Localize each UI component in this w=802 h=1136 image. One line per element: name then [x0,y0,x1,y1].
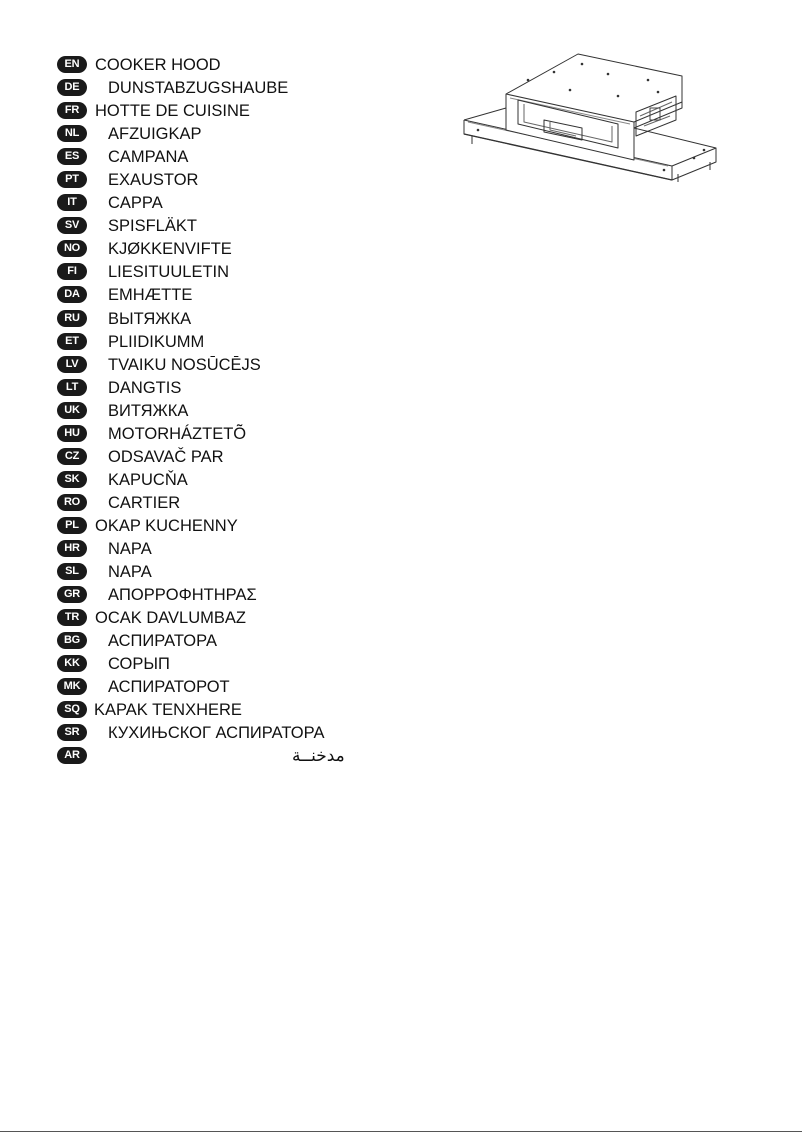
lang-badge: SK [57,471,87,488]
lang-row-uk [57,400,377,423]
lang-badge: KK [57,655,87,672]
lang-name: КУХИЊСКОГ АСПИРАТОРА [108,724,325,743]
lang-row-ru [57,308,377,331]
lang-name: COOKER HOOD [95,56,221,74]
lang-badge: SV [57,217,87,234]
lang-row-et [57,331,377,354]
lang-row-ar [57,745,377,768]
language-list [57,54,377,768]
lang-row-lv [57,354,377,377]
lang-row-fi [57,261,377,284]
lang-name: AFZUIGKAP [108,125,202,144]
lang-badge: NL [57,125,87,142]
lang-row-sq [57,699,377,722]
lang-row-cz [57,446,377,469]
lang-row-en [57,54,377,77]
lang-name: DUNSTABZUGSHAUBE [108,79,289,98]
lang-name: SPISFLÄKT [108,217,197,236]
lang-row-es [57,146,377,169]
lang-row-hr [57,538,377,561]
lang-badge: RO [57,494,87,511]
lang-badge: ES [57,148,87,165]
lang-row-lt [57,377,377,400]
lang-row-sv [57,215,377,238]
lang-name: مدخنــة [292,746,345,767]
lang-row-kk [57,653,377,676]
lang-name: АСПИРАТОРА [108,632,217,651]
lang-name: АСПИРАТОРОТ [108,678,230,697]
lang-row-sr [57,722,377,745]
lang-badge: PL [57,517,87,534]
lang-name: OCAK DAVLUMBAZ [95,609,246,628]
lang-badge: AR [57,747,87,764]
lang-badge: EN [57,56,87,73]
lang-row-pt [57,169,377,192]
lang-name: OKAP KUCHENNY [95,516,238,535]
lang-name: MOTORHÁZTETÕ [108,424,247,443]
lang-badge: MK [57,678,87,695]
lang-badge: GR [57,586,87,603]
lang-badge: SQ [57,701,87,718]
lang-row-da [57,284,377,307]
lang-row-mk [57,676,377,699]
lang-name: LIESITUULETIN [108,263,230,282]
lang-row-pl [57,515,377,538]
lang-badge: ET [57,333,87,350]
page-bottom-rule [0,1131,802,1132]
lang-name: CARTIER [108,493,181,512]
lang-name: KAPAK TENXHERE [94,701,242,720]
lang-name: СОРЫП [108,655,170,674]
lang-name: CAPPA [108,194,163,213]
lang-badge: HU [57,425,87,442]
lang-name: TVAIKU NOSŪCĒJS [108,355,261,374]
lang-row-sl [57,561,377,584]
lang-row-nl [57,123,377,146]
lang-row-fr [57,100,377,123]
lang-name: ODSAVAČ PAR [108,447,224,466]
lang-badge: SL [57,563,87,580]
lang-name: ΑΠΟΡΡΟΦΗΤΗΡΑΣ [108,586,257,605]
lang-badge: FR [57,102,87,119]
lang-name: DANGTIS [108,378,182,397]
lang-name: EMHÆTTE [108,286,193,305]
lang-name: ВИТЯЖКА [108,401,189,420]
lang-name: EXAUSTOR [108,171,199,190]
lang-name: KJØKKENVIFTE [108,240,232,259]
lang-name: CAMPANA [108,148,189,167]
lang-badge: CZ [57,448,87,465]
lang-badge: RU [57,310,87,327]
lang-row-de [57,77,377,100]
lang-badge: HR [57,540,87,557]
lang-row-tr [57,607,377,630]
lang-badge: PT [57,171,87,188]
lang-badge: LV [57,356,87,373]
lang-badge: UK [57,402,87,419]
lang-row-it [57,192,377,215]
lang-badge: BG [57,632,87,649]
lang-badge: DA [57,286,87,303]
lang-badge: SR [57,724,87,741]
cooker-hood-illustration [458,50,720,190]
lang-name: NAPA [108,539,152,558]
lang-name: ВЫТЯЖКА [108,309,192,328]
lang-badge: TR [57,609,87,626]
lang-name: PLIIDIKUMM [108,332,205,351]
lang-name: KAPUCŇA [108,470,188,489]
lang-name: HOTTE DE CUISINE [95,102,250,121]
lang-row-sk [57,469,377,492]
lang-row-hu [57,423,377,446]
lang-badge: FI [57,263,87,280]
lang-row-bg [57,630,377,653]
lang-row-ro [57,492,377,515]
lang-name: NAPA [108,563,152,582]
lang-badge: DE [57,79,87,96]
lang-row-gr [57,584,377,607]
lang-badge: LT [57,379,87,396]
lang-row-no [57,238,377,261]
lang-badge: IT [57,194,87,211]
lang-badge: NO [57,240,87,257]
